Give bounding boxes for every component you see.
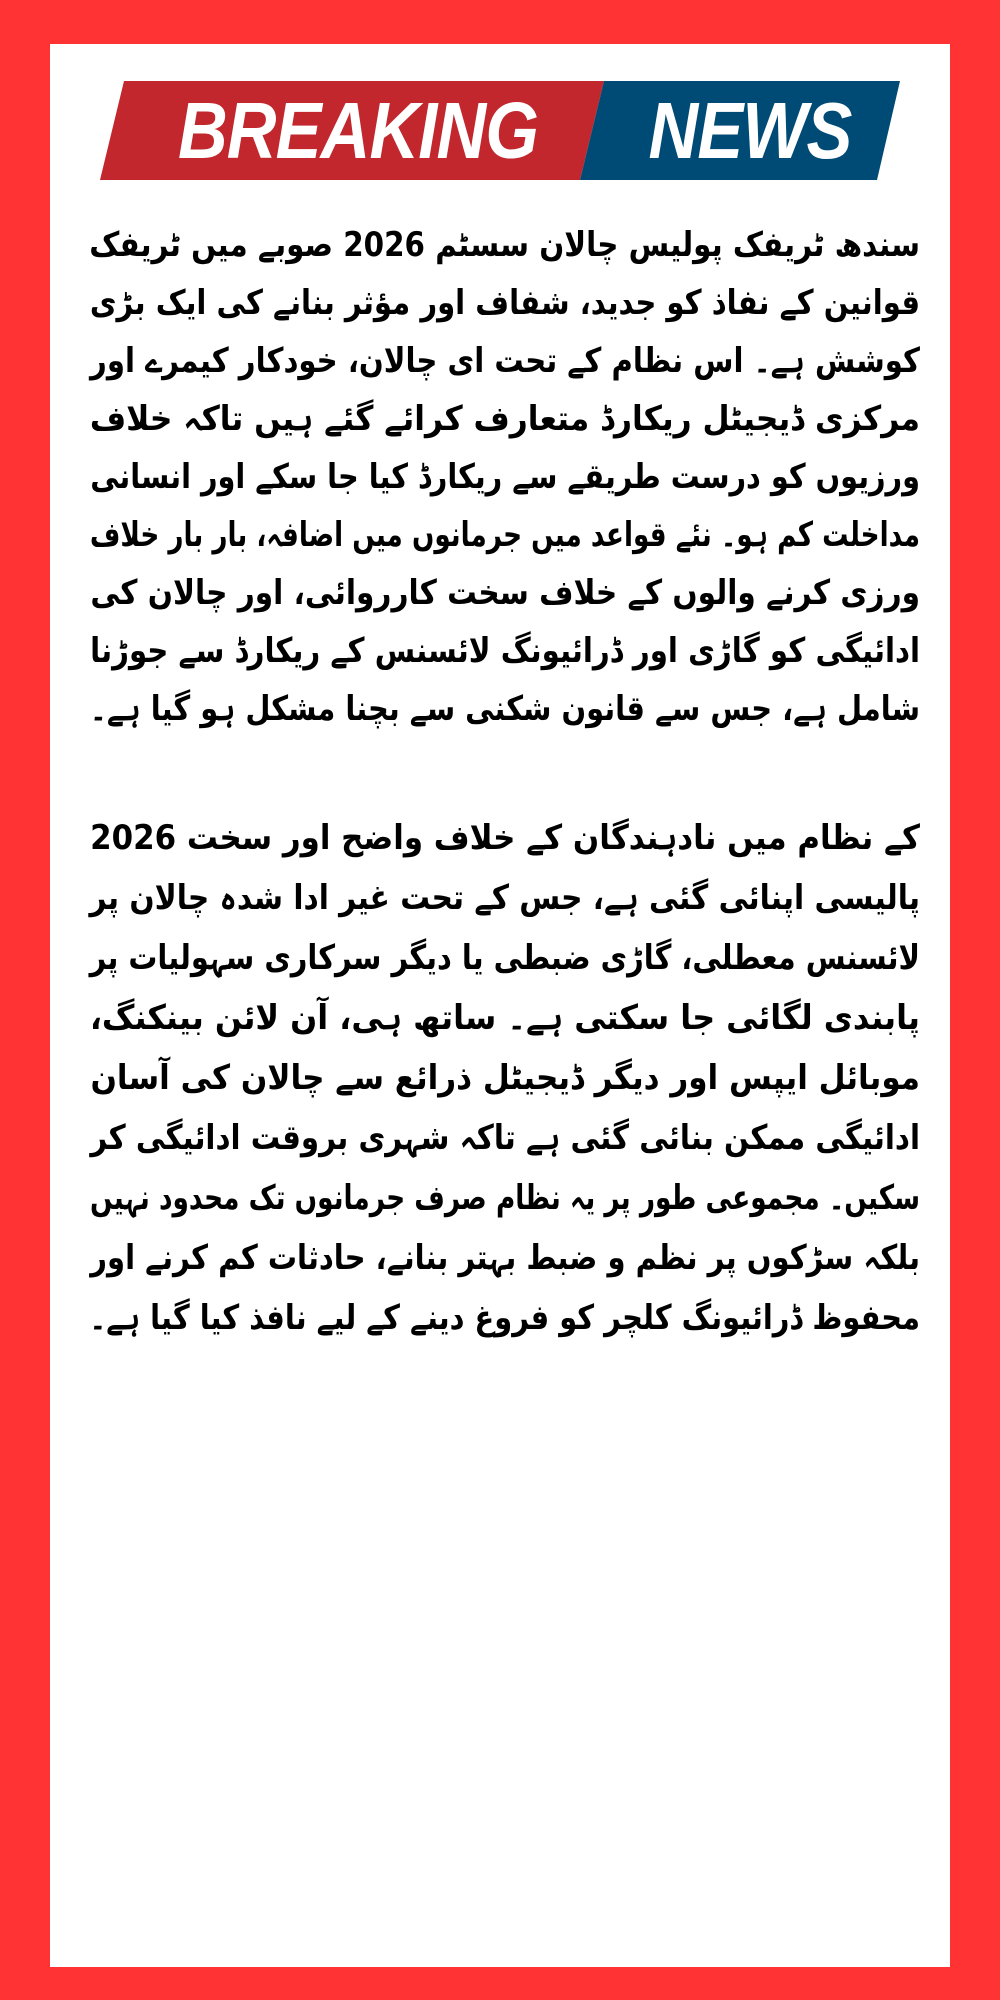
paragraph-line: کے نظام میں نادہندگان کے خلاف واضح اور سخت 2026 — [90, 818, 920, 858]
paragraph-line: قوانین کے نفاذ کو جدید، شفاف اور مؤثر بنانے کی ایک بڑی — [89, 283, 921, 323]
paragraph-2 — [90, 808, 920, 1348]
paragraph-line: ورزی کرنے والوں کے خلاف سخت کارروائی، اور چالان کی — [90, 573, 921, 613]
paragraph-1 — [90, 216, 920, 738]
paragraph-line: ادائیگی ممکن بنائی گئی ہے تاکہ شہری بروقت ادائیگی کر — [90, 1118, 920, 1158]
paragraph-line: سکیں۔ مجموعی طور پر یہ نظام صرف جرمانوں تک محدود نہیں — [90, 1178, 920, 1218]
paragraph-line: پالیسی اپنائی گئی ہے، جس کے تحت غیر ادا شدہ چالان پر — [89, 878, 920, 918]
paragraph-line: مرکزی ڈیجیٹل ریکارڈ متعارف کرائے گئے ہیں تاکہ خلاف — [89, 399, 920, 439]
paragraph-line: شامل ہے، جس سے قانون شکنی سے بچنا مشکل ہو گیا ہے۔ — [89, 689, 921, 729]
banner-word-breaking: BREAKING — [177, 85, 539, 175]
paragraph-line: بلکہ سڑکوں پر نظم و ضبط بہتر بنانے، حادثات کم کرنے اور — [90, 1238, 921, 1278]
paragraph-line: ادائیگی کو گاڑی اور ڈرائیونگ لائسنس کے ریکارڈ سے جوڑنا — [90, 631, 921, 671]
paragraph-line: مداخلت کم ہو۔ نئے قواعد میں جرمانوں میں اضافہ، بار بار خلاف — [89, 515, 921, 555]
breaking-news-banner — [100, 81, 900, 180]
paragraph-line: محفوظ ڈرائیونگ کلچر کو فروغ دینے کے لیے نافذ کیا گیا ہے۔ — [89, 1298, 920, 1338]
paragraph-line: سندھ ٹریفک پولیس چالان سسٹم 2026 صوبے میں ٹریفک — [89, 225, 920, 265]
news-card — [50, 44, 950, 1967]
paragraph-line: پابندی لگائی جا سکتی ہے۔ ساتھ ہی، آن لائن بینکنگ، — [89, 998, 921, 1038]
paragraph-line: لائسنس معطلی، گاڑی ضبطی یا دیگر سرکاری سہولیات پر — [89, 938, 921, 978]
banner-word-news: NEWS — [648, 85, 852, 175]
paragraph-line: کوشش ہے۔ اس نظام کے تحت ای چالان، خودکار کیمرے اور — [90, 341, 921, 381]
paragraph-line: ورزیوں کو درست طریقے سے ریکارڈ کیا جا سکے اور انسانی — [90, 457, 920, 497]
article-body — [90, 216, 920, 1348]
paragraph-line: موبائل ایپس اور دیگر ڈیجیٹل ذرائع سے چالان کی آسان — [90, 1058, 920, 1098]
